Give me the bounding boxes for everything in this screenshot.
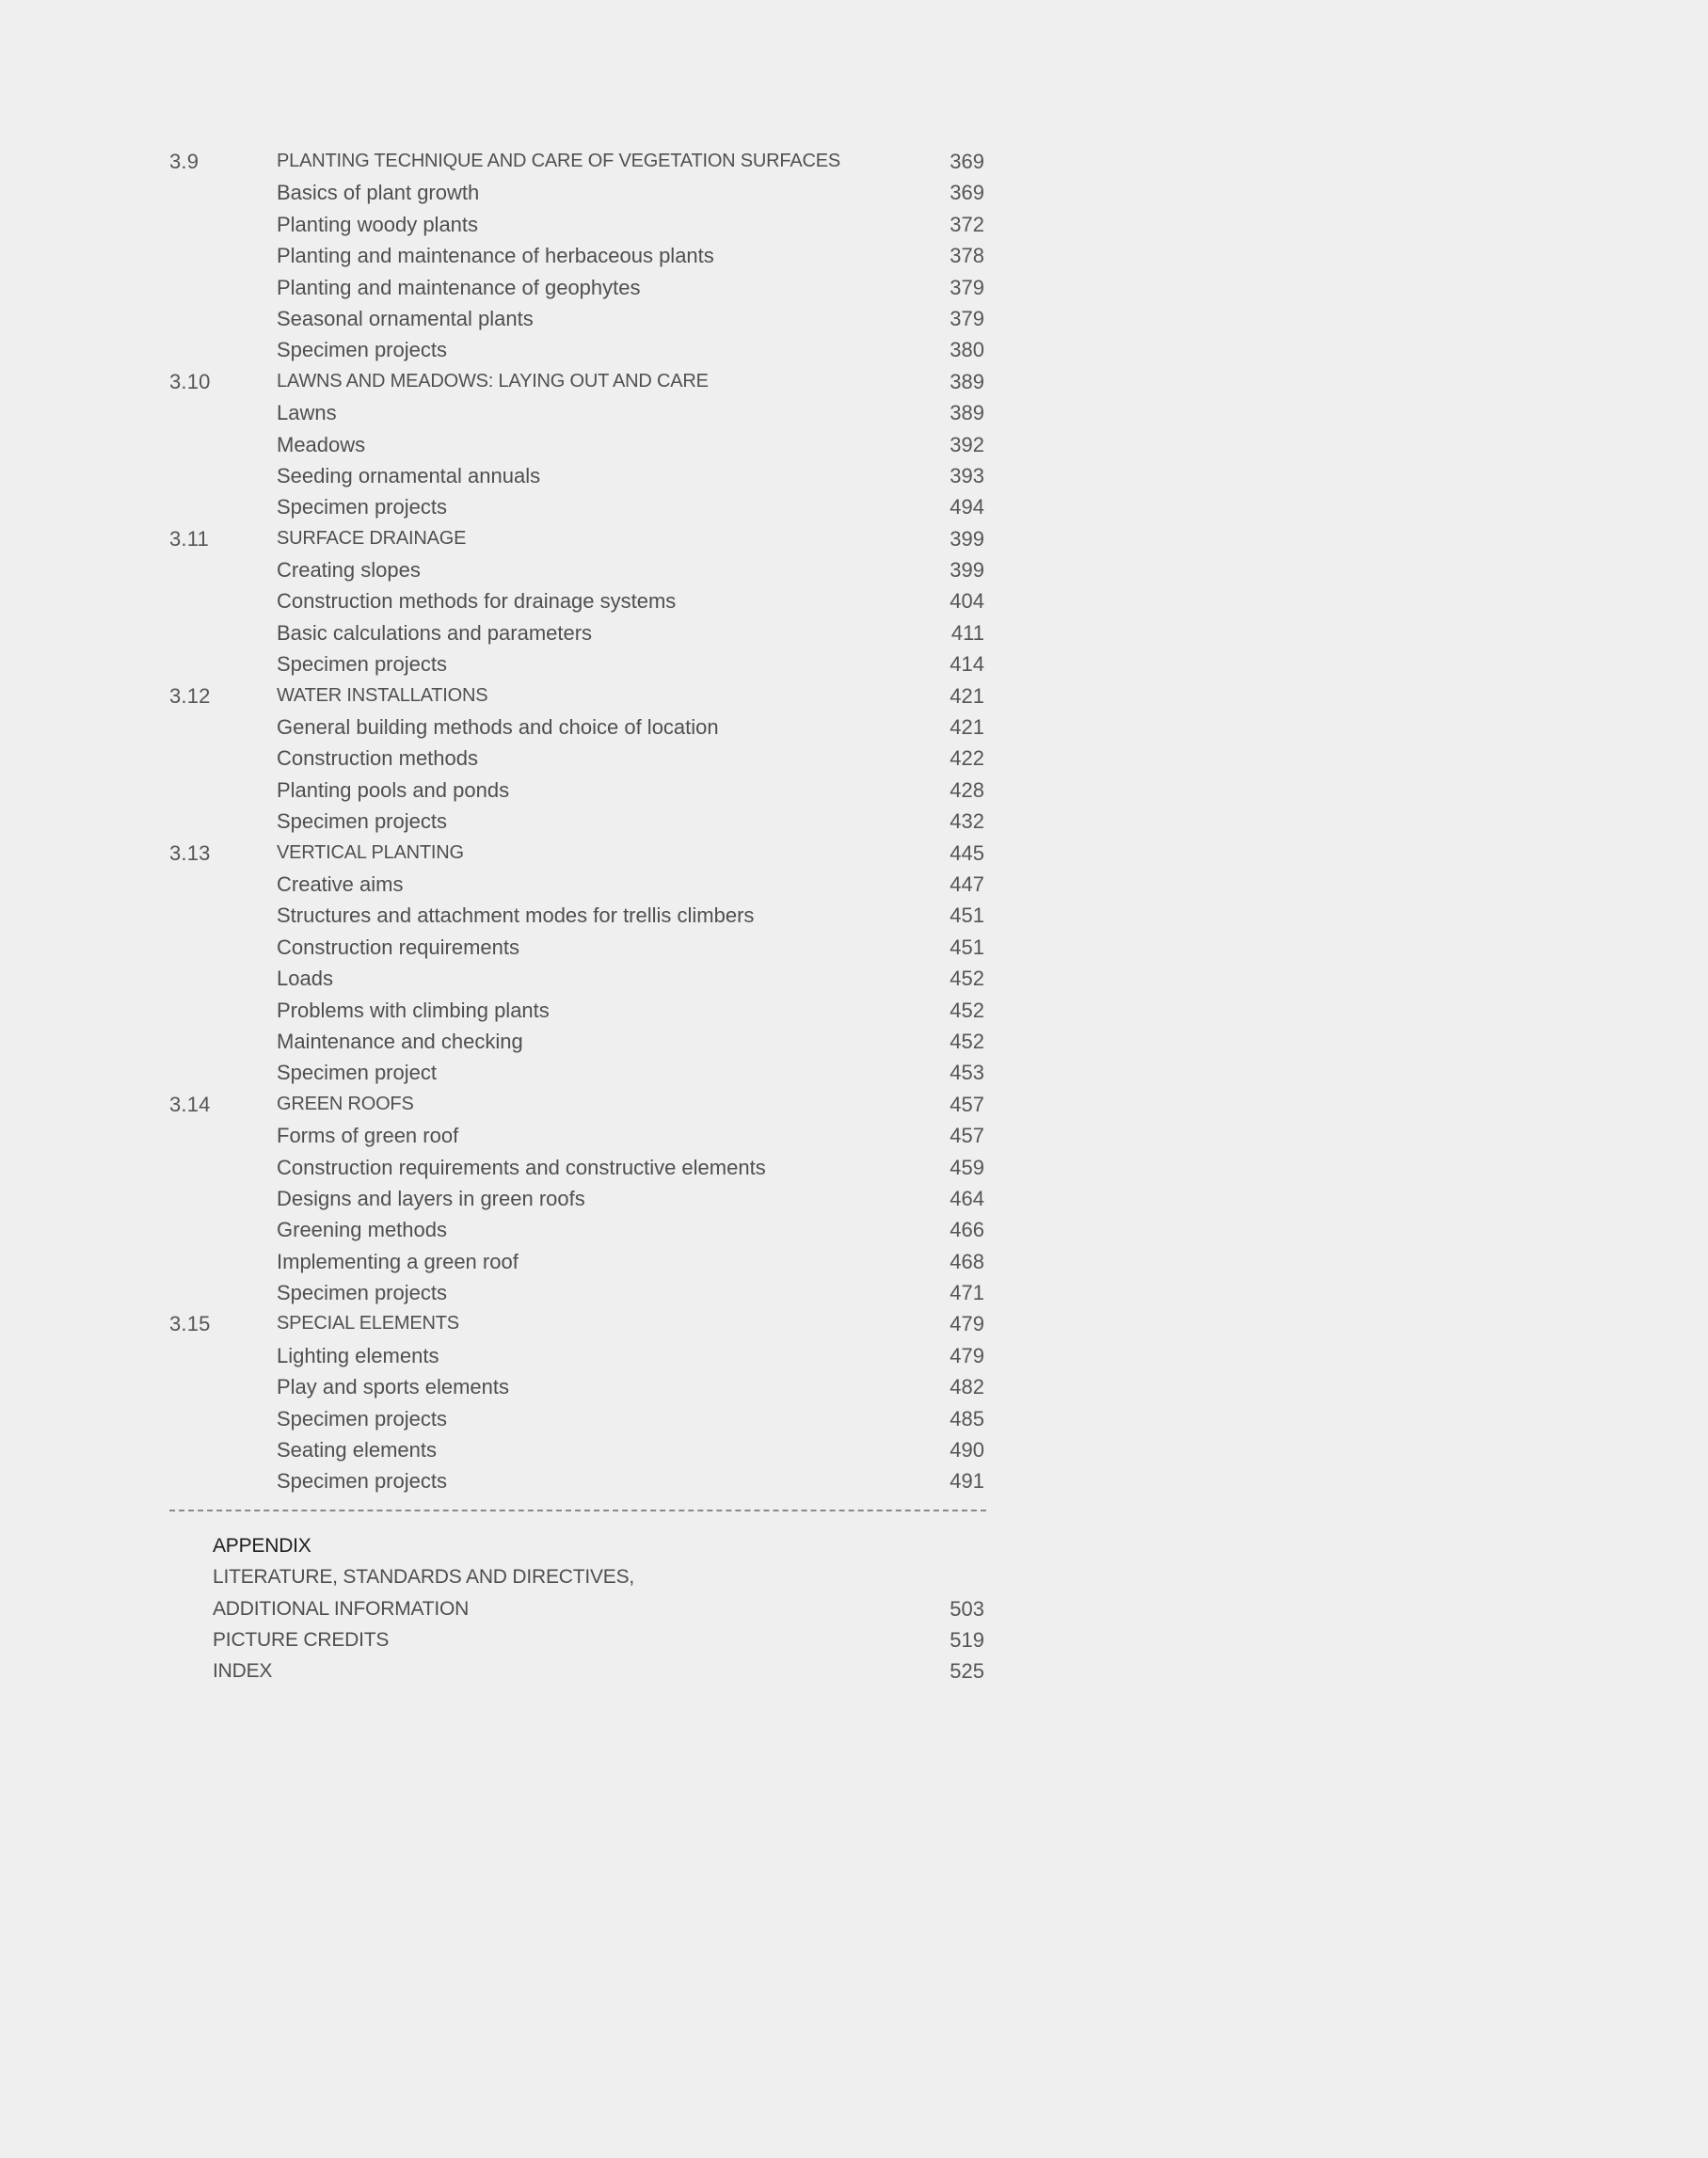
entry-title: Basic calculations and parameters	[277, 620, 593, 645]
toc-section-row	[169, 838, 988, 869]
entry-title: Designs and layers in green roofs	[277, 1186, 585, 1210]
toc-entry-row	[169, 1403, 988, 1434]
page-number: 421	[950, 683, 984, 708]
toc-entry-row	[169, 617, 988, 648]
toc-entry-row	[169, 900, 988, 931]
page-number: 452	[950, 1029, 984, 1053]
toc-entry-row	[169, 1465, 988, 1496]
appendix-entry-row	[169, 1561, 988, 1592]
entry-title: Planting woody plants	[277, 212, 479, 236]
dashed-divider	[169, 1510, 986, 1511]
page-number: 369	[950, 181, 984, 205]
entry-title: Creative aims	[277, 871, 404, 896]
section-title: GREEN ROOFS	[277, 1093, 414, 1114]
toc-entry-row	[169, 240, 988, 271]
page-number: 378	[950, 244, 984, 268]
toc-entry-row	[169, 806, 988, 837]
page-number: 451	[950, 935, 984, 959]
entry-title: General building methods and choice of location	[277, 715, 719, 740]
toc-entry-row	[169, 397, 988, 428]
entry-title: Seasonal ornamental plants	[277, 306, 534, 330]
page-number: 468	[950, 1249, 984, 1273]
entry-title: Seeding ornamental annuals	[277, 463, 541, 488]
toc-entry-row	[169, 554, 988, 585]
page-number: 389	[950, 369, 984, 393]
entry-title: Specimen project	[277, 1061, 437, 1085]
entry-title: Seating elements	[277, 1438, 437, 1463]
page-number: 447	[950, 871, 984, 896]
entry-title: Specimen projects	[277, 652, 447, 677]
appendix-entry-row	[169, 1624, 988, 1655]
appendix-entry-title: PICTURE CREDITS	[213, 1628, 390, 1651]
section-number: 3.11	[169, 526, 209, 551]
entry-title: Basics of plant growth	[277, 181, 480, 205]
toc-section-row	[169, 523, 988, 554]
section-title: PLANTING TECHNIQUE AND CARE OF VEGETATION SURFACES	[277, 151, 840, 171]
section-title: VERTICAL PLANTING	[277, 841, 464, 863]
page-number: 451	[950, 903, 984, 928]
toc-section-row	[169, 1089, 988, 1120]
toc-entry-row	[169, 648, 988, 679]
page-number: 459	[950, 1155, 984, 1179]
appendix-entry-title: INDEX	[213, 1660, 273, 1683]
toc-section-row	[169, 146, 988, 177]
toc-entry-row	[169, 460, 988, 491]
page-number: 379	[950, 275, 984, 299]
page-number: 479	[950, 1343, 984, 1367]
page-number: 452	[950, 967, 984, 991]
entry-title: Planting and maintenance of herbaceous plants	[277, 244, 714, 268]
entry-title: Lawns	[277, 401, 337, 425]
toc-entry-row	[169, 932, 988, 963]
entry-title: Meadows	[277, 432, 366, 456]
section-number: 3.10	[169, 369, 211, 393]
section-title: SURFACE DRAINAGE	[277, 527, 467, 549]
page-number: 372	[950, 212, 984, 236]
entry-title: Forms of green roof	[277, 1124, 459, 1148]
table-of-contents	[169, 146, 988, 1687]
page-number: 422	[950, 746, 984, 771]
appendix-heading-row	[169, 1530, 988, 1561]
section-number: 3.12	[169, 683, 211, 708]
entry-title: Greening methods	[277, 1218, 447, 1242]
toc-entry-row	[169, 429, 988, 460]
appendix-entry-row	[169, 1655, 988, 1686]
page-number: 466	[950, 1218, 984, 1242]
entry-title: Implementing a green roof	[277, 1249, 519, 1273]
toc-entry-row	[169, 1277, 988, 1308]
page-number: 485	[950, 1406, 984, 1431]
entry-title: Construction methods for drainage systems	[277, 589, 677, 614]
entry-title: Specimen projects	[277, 809, 447, 834]
page-number: 421	[950, 715, 984, 740]
page-number: 457	[950, 1092, 984, 1116]
toc-section-row	[169, 1308, 988, 1339]
toc-entry-row	[169, 743, 988, 774]
entry-title: Lighting elements	[277, 1343, 439, 1367]
page-number: 369	[950, 150, 984, 173]
page-number: 453	[950, 1061, 984, 1085]
entry-title: Specimen projects	[277, 1281, 447, 1305]
toc-entry-row	[169, 1152, 988, 1183]
toc-entries	[169, 146, 988, 1497]
page-number: 494	[950, 495, 984, 520]
toc-entry-row	[169, 775, 988, 806]
entry-title: Specimen projects	[277, 1406, 447, 1431]
entry-title: Maintenance and checking	[277, 1029, 523, 1053]
toc-entry-row	[169, 963, 988, 994]
entry-title: Specimen projects	[277, 338, 447, 362]
page-number: 503	[950, 1596, 984, 1621]
page-number: 414	[950, 652, 984, 677]
entry-title: Planting pools and ponds	[277, 777, 510, 802]
toc-entry-row	[169, 1340, 988, 1371]
toc-entry-row	[169, 209, 988, 240]
appendix-section	[169, 1530, 988, 1687]
toc-entry-row	[169, 272, 988, 303]
section-number: 3.9	[169, 150, 200, 173]
toc-entry-row	[169, 1120, 988, 1151]
page-number: 445	[950, 840, 984, 865]
toc-entry-row	[169, 711, 988, 743]
entry-title: Creating slopes	[277, 558, 421, 583]
section-title: LAWNS AND MEADOWS: LAYING OUT AND CARE	[277, 370, 709, 392]
toc-section-row	[169, 680, 988, 711]
page-number: 392	[950, 432, 984, 456]
toc-entry-row	[169, 491, 988, 522]
page-number: 399	[950, 558, 984, 583]
section-number: 3.15	[169, 1312, 211, 1336]
page-number: 379	[950, 306, 984, 330]
toc-entry-row	[169, 334, 988, 365]
page-number: 457	[950, 1124, 984, 1148]
entry-title: Specimen projects	[277, 495, 447, 520]
entry-title: Loads	[277, 967, 333, 991]
entry-title: Construction requirements	[277, 935, 520, 959]
toc-entry-row	[169, 1214, 988, 1245]
section-number: 3.13	[169, 840, 211, 865]
toc-entry-row	[169, 1434, 988, 1465]
page-number: 490	[950, 1438, 984, 1463]
appendix-entry-title: LITERATURE, STANDARDS AND DIRECTIVES,	[213, 1566, 635, 1589]
toc-entry-row	[169, 303, 988, 334]
toc-entry-row	[169, 1026, 988, 1057]
section-title: WATER INSTALLATIONS	[277, 684, 488, 706]
page-number: 399	[950, 526, 984, 551]
page-number: 525	[950, 1659, 984, 1684]
page-number: 389	[950, 401, 984, 425]
page-number: 432	[950, 809, 984, 834]
toc-entry-row	[169, 177, 988, 208]
page-number: 519	[950, 1627, 984, 1652]
appendix-entry-title: ADDITIONAL INFORMATION	[213, 1597, 470, 1620]
page-number: 452	[950, 998, 984, 1022]
toc-entry-row	[169, 1246, 988, 1277]
page-number: 479	[950, 1312, 984, 1336]
entry-title: Problems with climbing plants	[277, 998, 550, 1022]
section-title: SPECIAL ELEMENTS	[277, 1313, 459, 1335]
toc-section-row	[169, 366, 988, 397]
page-number: 491	[950, 1469, 984, 1494]
page-number: 471	[950, 1281, 984, 1305]
toc-entry-row	[169, 869, 988, 900]
entry-title: Play and sports elements	[277, 1375, 510, 1399]
page-number: 404	[950, 589, 984, 614]
appendix-entry-row	[169, 1593, 988, 1624]
toc-entry-row	[169, 1057, 988, 1088]
appendix-heading: APPENDIX	[213, 1534, 311, 1557]
page-number: 464	[950, 1186, 984, 1210]
toc-entry-row	[169, 1183, 988, 1214]
entry-title: Construction requirements and constructive elements	[277, 1155, 766, 1179]
entry-title: Specimen projects	[277, 1469, 447, 1494]
page-number: 482	[950, 1375, 984, 1399]
toc-entry-row	[169, 585, 988, 616]
page-number: 428	[950, 777, 984, 802]
section-number: 3.14	[169, 1092, 211, 1116]
entry-title: Construction methods	[277, 746, 478, 771]
page-number: 411	[950, 620, 984, 645]
entry-title: Structures and attachment modes for trellis climbers	[277, 903, 755, 928]
entry-title: Planting and maintenance of geophytes	[277, 275, 641, 299]
toc-entry-row	[169, 995, 988, 1026]
page-number: 393	[950, 463, 984, 488]
page-number: 380	[950, 338, 984, 362]
toc-entry-row	[169, 1371, 988, 1402]
